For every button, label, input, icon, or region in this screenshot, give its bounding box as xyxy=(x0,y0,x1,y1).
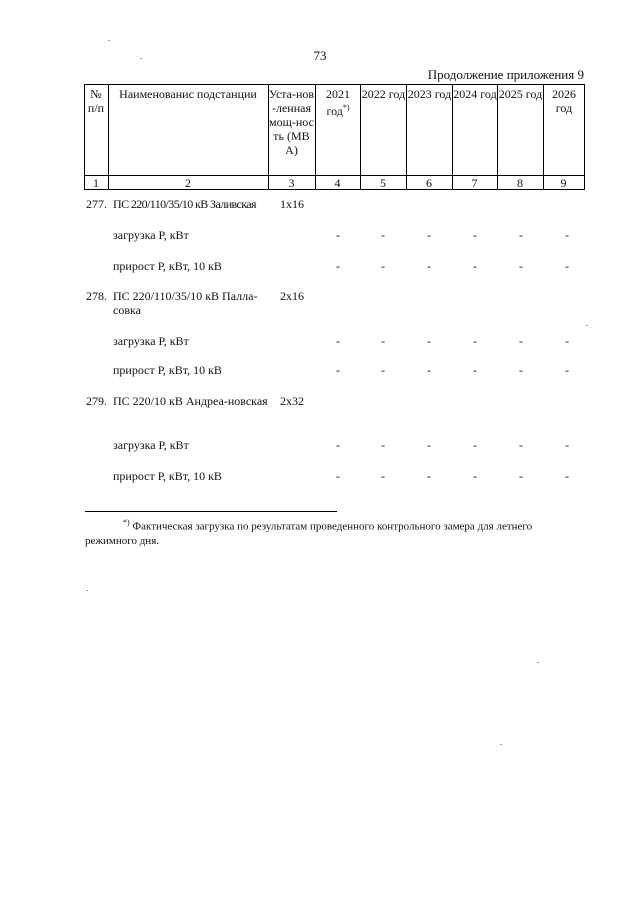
header-2023: 2023 год xyxy=(407,87,452,101)
value-2026: - xyxy=(565,438,569,452)
value-2024: - xyxy=(473,438,477,452)
value-2024: - xyxy=(473,228,477,242)
header-2025: 2025 год xyxy=(498,87,543,101)
value-2026: - xyxy=(565,228,569,242)
value-2022: - xyxy=(381,438,385,452)
value-2024: - xyxy=(473,469,477,483)
value-2025: - xyxy=(519,469,523,483)
value-2022: - xyxy=(381,259,385,273)
value-2026: - xyxy=(565,259,569,273)
header-no: № п/п xyxy=(87,87,105,115)
value-2026: - xyxy=(565,334,569,348)
installed-power: 2х16 xyxy=(280,289,304,303)
value-2025: - xyxy=(519,334,523,348)
header-2021: 2021 год*) xyxy=(326,87,350,118)
value-2026: - xyxy=(565,469,569,483)
scan-speck xyxy=(586,325,588,326)
header-2022: 2022 год xyxy=(361,87,406,101)
scan-speck xyxy=(108,40,110,41)
substation-name: ПС 220/110/35/10 кВ Палла-совка xyxy=(113,289,258,317)
row-number: 278. xyxy=(86,289,107,303)
scan-speck xyxy=(86,590,88,591)
footnote-mark: *) xyxy=(123,518,130,527)
load-label: загрузка Р, кВт xyxy=(113,228,189,242)
installed-power: 1х16 xyxy=(280,197,304,211)
column-number: 4 xyxy=(334,176,341,190)
row-number: 279. xyxy=(86,394,107,408)
value-2022: - xyxy=(381,469,385,483)
row-number: 277. xyxy=(86,197,107,211)
column-number: 5 xyxy=(380,176,386,190)
value-2021: - xyxy=(336,228,340,242)
column-number: 8 xyxy=(517,176,523,190)
scan-speck xyxy=(140,58,142,59)
value-2024: - xyxy=(473,334,477,348)
substation-name: ПС 220/110/35/10 кВ Заливская xyxy=(113,197,256,211)
value-2026: - xyxy=(565,363,569,377)
value-2021: - xyxy=(336,469,340,483)
value-2021: - xyxy=(336,438,340,452)
value-2021: - xyxy=(336,363,340,377)
value-2025: - xyxy=(519,228,523,242)
value-2025: - xyxy=(519,438,523,452)
value-2022: - xyxy=(381,363,385,377)
value-2024: - xyxy=(473,259,477,273)
column-number: 6 xyxy=(426,176,432,190)
header-2026: 2026 год xyxy=(552,87,576,115)
footnote-divider xyxy=(85,511,337,512)
column-number: 9 xyxy=(560,176,567,190)
gain-label: прирост Р, кВт, 10 кВ xyxy=(113,363,222,377)
gain-label: прирост Р, кВт, 10 кВ xyxy=(113,259,222,273)
column-number: 2 xyxy=(185,176,191,190)
header-2024: 2024 год xyxy=(453,87,497,101)
scan-speck xyxy=(500,744,502,745)
value-2023: - xyxy=(427,438,431,452)
column-number: 3 xyxy=(288,176,295,190)
load-label: загрузка Р, кВт xyxy=(113,438,189,452)
header-name: Наименованис подстанции xyxy=(119,87,257,101)
value-2022: - xyxy=(381,228,385,242)
value-2024: - xyxy=(473,363,477,377)
scan-speck xyxy=(537,662,539,663)
header-power: Уста-нов-ленная мощ-ность (МВА) xyxy=(268,87,315,157)
footnote-text: Фактическая загрузка по результатам проведенного контрольного замера для летнего режимного дня. xyxy=(85,520,533,547)
load-label: загрузка Р, кВт xyxy=(113,334,189,348)
value-2023: - xyxy=(427,363,431,377)
value-2025: - xyxy=(519,259,523,273)
substation-name: ПС 220/10 кВ Андреа-новская xyxy=(113,394,268,408)
value-2023: - xyxy=(427,334,431,348)
installed-power: 2х32 xyxy=(280,394,304,408)
value-2021: - xyxy=(336,259,340,273)
footnote xyxy=(85,516,585,548)
value-2025: - xyxy=(519,363,523,377)
value-2021: - xyxy=(336,334,340,348)
value-2023: - xyxy=(427,469,431,483)
footnote-mark-header: *) xyxy=(342,103,350,112)
page-number: 73 xyxy=(313,48,327,63)
value-2023: - xyxy=(427,228,431,242)
column-number: 7 xyxy=(471,176,478,190)
value-2023: - xyxy=(427,259,431,273)
column-number: 1 xyxy=(93,176,99,190)
continuation-label: Продолжение приложения 9 xyxy=(427,67,584,82)
gain-label: прирост Р, кВт, 10 кВ xyxy=(113,469,222,483)
value-2022: - xyxy=(381,334,385,348)
